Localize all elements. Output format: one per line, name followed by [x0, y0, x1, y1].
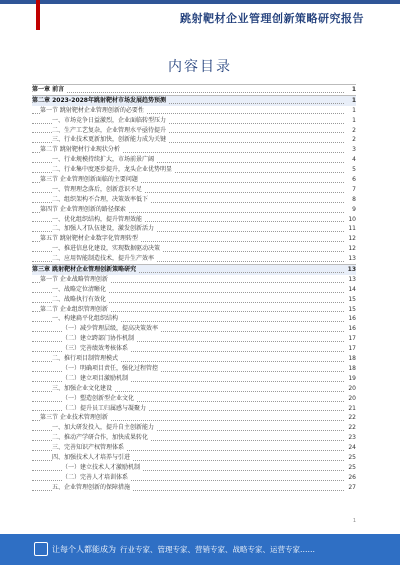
- toc-entry-page: 12: [348, 245, 356, 253]
- toc-entry-page: 9: [352, 205, 356, 213]
- toc-entry[interactable]: [32, 264, 356, 275]
- toc-entry-page: 19: [348, 374, 356, 382]
- toc-entry[interactable]: [32, 244, 356, 254]
- toc-entry-title: 一、战略定位清晰化: [52, 285, 107, 293]
- toc-entry-title: （一）塑造创新型企业文化: [62, 394, 135, 402]
- toc-entry-page: 7: [352, 185, 356, 193]
- toc-entry[interactable]: [32, 185, 356, 195]
- toc-entry-page: 1: [351, 96, 356, 104]
- header-accent-bar: [36, 0, 40, 30]
- toc-entry-page: 15: [348, 295, 356, 303]
- toc-entry-page: 15: [348, 305, 356, 313]
- toc-entry-title: 二、组织架构不合理，决策效率低下: [52, 195, 149, 203]
- toc-entry-page: 22: [348, 414, 356, 422]
- toc-entry[interactable]: [32, 404, 356, 414]
- toc-entry-page: 17: [348, 335, 356, 343]
- page-number: 1: [352, 518, 356, 524]
- toc-heading: 内容目录: [168, 59, 232, 75]
- toc-entry-page: 18: [348, 355, 356, 363]
- toc-entry-page: 4: [352, 156, 356, 164]
- toc-entry[interactable]: [32, 195, 356, 205]
- toc-entry-title: 第二节 企业组织管理创新: [40, 305, 108, 313]
- toc-entry-page: 16: [348, 315, 356, 323]
- toc-entry-title: 一、优化组织结构，提升管理效能: [52, 215, 143, 223]
- toc-entry-title: （二）完善人才培训体系: [62, 473, 129, 481]
- toc-entry-page: 22: [348, 424, 356, 432]
- toc-entry[interactable]: [32, 215, 356, 225]
- toc-entry[interactable]: [32, 106, 356, 116]
- toc-entry-page: 11: [348, 225, 356, 233]
- toc-entry[interactable]: [32, 275, 356, 285]
- toc-entry-title: 二、战略执行有效化: [52, 295, 107, 303]
- toc-entry[interactable]: [32, 314, 356, 324]
- toc-entry[interactable]: [32, 254, 356, 264]
- toc-entry-title: 第一节 跳射靶材企业管理创新的必要性: [40, 106, 144, 114]
- toc-entry-title: 二、行业集中度逐步提升，龙头企业优势明显: [52, 166, 173, 174]
- toc-leader-dots: [32, 92, 344, 93]
- toc-entry[interactable]: [32, 443, 356, 453]
- toc-entry-title: 三、完善知识产权管理体系: [52, 444, 125, 452]
- toc-entry[interactable]: [32, 224, 356, 234]
- toc-entry[interactable]: [32, 413, 356, 423]
- toc-entry-title: （二）提升员工归属感与凝聚力: [62, 404, 147, 412]
- toc-entry-page: 5: [352, 166, 356, 174]
- toc-entry-title: 三、行业技术更新加快，创新能力成为关键: [52, 136, 167, 144]
- toc-entry[interactable]: [32, 285, 356, 295]
- toc-entry-title: 二、推行项目制管理模式: [52, 355, 119, 363]
- toc-entry[interactable]: [32, 175, 356, 185]
- toc-entry-page: 27: [348, 483, 356, 491]
- toc-entry-page: 17: [348, 345, 356, 353]
- toc-entry-title: 第四节 企业管理创新的路径探索: [40, 205, 126, 213]
- brand-logo-icon: [34, 542, 48, 556]
- toc-entry[interactable]: [32, 84, 356, 95]
- toc-entry-title: （三）完善绩效考核体系: [62, 345, 129, 353]
- toc-entry[interactable]: [32, 295, 356, 305]
- toc-entry-title: 第一章 前言: [32, 86, 65, 93]
- toc-entry[interactable]: [32, 165, 356, 175]
- toc-entry-title: 一、行业规模持续扩大，市场前景广阔: [52, 156, 155, 164]
- toc-entry-page: 3: [352, 146, 356, 154]
- toc-entry-title: 二、应用智能制造技术，提升生产效率: [52, 255, 155, 263]
- toc-entry-title: （二）建立跨部门协作机制: [62, 335, 135, 343]
- toc-entry[interactable]: [32, 324, 356, 334]
- toc-entry-title: 一、加大研发投入，提升自主创新能力: [52, 424, 155, 432]
- toc-entry[interactable]: [32, 95, 356, 106]
- toc-entry[interactable]: [32, 205, 356, 215]
- toc-entry-title: 一、市场竞争日益激烈，企业面临转型压力: [52, 116, 167, 124]
- toc-entry[interactable]: [32, 483, 356, 493]
- toc-entry-page: 2: [352, 136, 356, 144]
- table-of-contents: [32, 84, 356, 493]
- toc-entry-page: 2: [352, 126, 356, 134]
- toc-entry[interactable]: [32, 374, 356, 384]
- toc-entry-page: 13: [347, 266, 356, 274]
- toc-entry-title: 二、加强人才队伍建设，激发创新活力: [52, 225, 155, 233]
- toc-entry-title: 一、构建扁平化组织结构: [52, 315, 119, 323]
- toc-entry-title: 第三节 企业管理创新面临的主要问题: [40, 176, 138, 184]
- toc-entry[interactable]: [32, 334, 356, 344]
- toc-entry[interactable]: [32, 384, 356, 394]
- toc-entry[interactable]: [32, 453, 356, 463]
- page-footer: [0, 534, 400, 565]
- toc-entry-page: 10: [348, 215, 356, 223]
- toc-entry-title: 二、生产工艺复杂，企业管理水平亟待提升: [52, 126, 167, 134]
- toc-entry-title: 五、企业管理创新的保障措施: [52, 483, 131, 491]
- toc-entry[interactable]: [32, 135, 356, 145]
- toc-entry-page: 21: [348, 404, 356, 412]
- toc-entry-title: 一、管理理念落后，创新意识不足: [52, 185, 143, 193]
- toc-entry-page: 1: [352, 106, 356, 114]
- toc-entry[interactable]: [32, 394, 356, 404]
- toc-entry[interactable]: [32, 155, 356, 165]
- toc-entry-title: 第二节 跳射靶材行业现状分析: [40, 146, 120, 154]
- toc-entry-title: （一）减少管理层级，提高决策效率: [62, 325, 159, 333]
- toc-entry-page: 25: [348, 453, 356, 461]
- report-title: 跳射靶材企业管理创新策略研究报告: [180, 12, 364, 25]
- toc-entry-page: 1: [351, 86, 356, 93]
- toc-entry[interactable]: [32, 126, 356, 136]
- toc-entry-title: 四、加强技术人才培养与引进: [52, 453, 131, 461]
- toc-entry-title: 二、推动产学研合作，加快成果转化: [52, 434, 149, 442]
- footer-services: 行业专家、管理专家、营销专家、战略专家、运营专家……: [120, 545, 315, 554]
- toc-entry-title: 第一节 企业战略管理创新: [40, 275, 108, 283]
- toc-entry[interactable]: [32, 473, 356, 483]
- toc-entry-page: 6: [352, 176, 356, 184]
- toc-entry[interactable]: [32, 354, 356, 364]
- toc-entry-title: 一、推进信息化建设，实现数据驱动决策: [52, 245, 161, 253]
- toc-entry-page: 1: [352, 116, 356, 124]
- toc-entry[interactable]: [32, 234, 356, 244]
- toc-entry[interactable]: [32, 463, 356, 473]
- toc-entry-page: 25: [348, 463, 356, 471]
- toc-entry-page: 20: [348, 384, 356, 392]
- toc-entry-page: 8: [352, 195, 356, 203]
- toc-entry-page: 16: [348, 325, 356, 333]
- toc-entry-title: （一）明确项目责任，强化过程管控: [62, 364, 159, 372]
- toc-entry[interactable]: [32, 433, 356, 443]
- toc-entry-page: 13: [348, 255, 356, 263]
- toc-entry[interactable]: [32, 305, 356, 315]
- toc-entry-page: 12: [348, 235, 356, 243]
- toc-entry-title: 三、加强企业文化建设: [52, 384, 113, 392]
- footer-slogan: 让每个人都能成为: [52, 545, 116, 554]
- toc-entry[interactable]: [32, 364, 356, 374]
- toc-entry-page: 18: [348, 364, 356, 372]
- page-header: [0, 0, 400, 30]
- toc-entry-title: （二）建立项目激励机制: [62, 374, 129, 382]
- toc-entry-page: 26: [348, 473, 356, 481]
- toc-entry[interactable]: [32, 344, 356, 354]
- toc-entry-title: 第二章 2023-2028年跳射靶材市场发展趋势预测: [32, 96, 166, 104]
- toc-entry[interactable]: [32, 145, 356, 155]
- toc-entry-page: 14: [348, 285, 356, 293]
- toc-entry-page: 20: [348, 394, 356, 402]
- toc-entry-title: 第三节 企业技术管理创新: [40, 414, 108, 422]
- toc-entry-title: 第三章 跳射靶材企业管理创新策略研究: [32, 266, 137, 274]
- toc-entry[interactable]: [32, 116, 356, 126]
- toc-entry-page: 23: [348, 434, 356, 442]
- toc-entry-page: 13: [348, 275, 356, 283]
- header-stripe: [0, 0, 400, 4]
- toc-entry-title: 第五节 跳射靶材企业数字化管理转型: [40, 235, 138, 243]
- toc-entry-page: 24: [348, 444, 356, 452]
- toc-entry[interactable]: [32, 423, 356, 433]
- toc-entry-title: （一）建立技术人才激励机制: [62, 463, 141, 471]
